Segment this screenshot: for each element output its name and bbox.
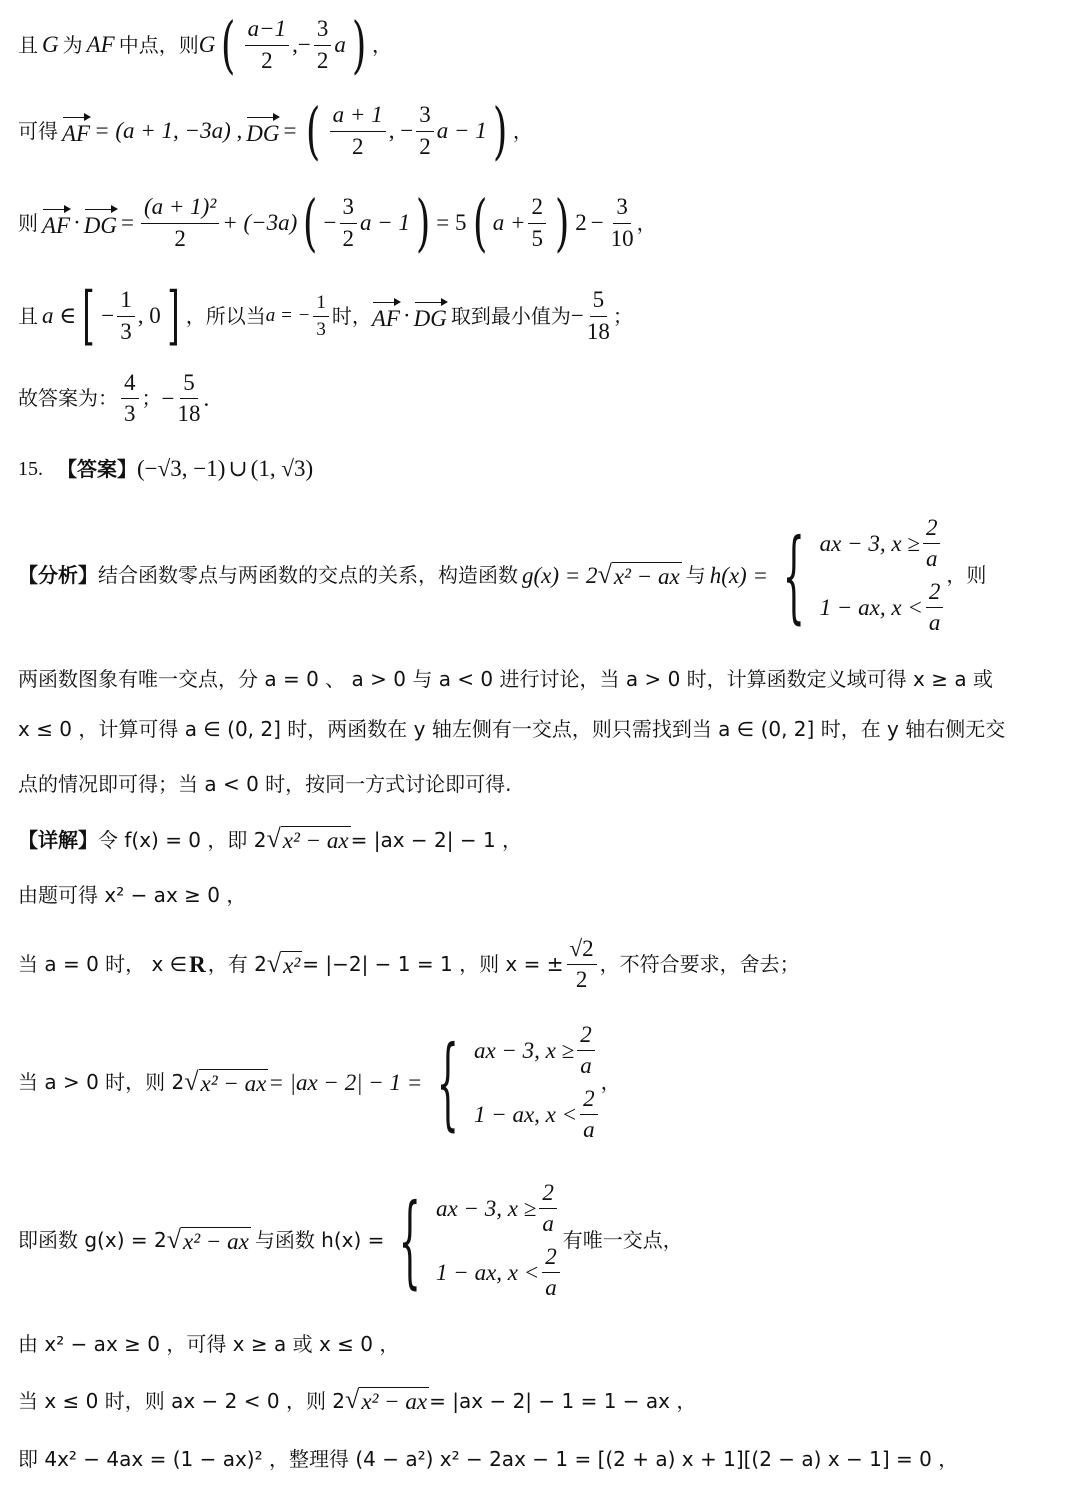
math: = 5 xyxy=(436,209,467,235)
line-2 xyxy=(18,94,1061,167)
text: 时， xyxy=(331,303,372,328)
text: 且 xyxy=(18,32,38,57)
text: 当 a > 0 时，则 2 xyxy=(18,1070,185,1095)
piecewise: ax − 3, x ≥ $\frac{2}{a}$ 1 − ax, x < $\frac{2}{a}$ xyxy=(474,1022,601,1144)
math: a ∈ xyxy=(42,302,77,328)
brace: { xyxy=(436,1023,460,1141)
fraction: $\frac{3}{2}$ xyxy=(314,16,332,74)
paren: ( xyxy=(472,186,487,259)
line-5 xyxy=(18,370,1061,428)
math: + (−3a) xyxy=(222,209,298,235)
math: , − xyxy=(388,117,414,143)
line-16 xyxy=(18,1333,1061,1356)
text: ，则 xyxy=(946,563,987,588)
math: (1, √3) xyxy=(250,456,314,481)
text: ， xyxy=(512,118,533,143)
paren: ) xyxy=(554,186,570,259)
text: ； xyxy=(612,303,633,328)
brace: { xyxy=(399,1181,422,1299)
line-13 xyxy=(18,936,1061,994)
text: 结合函数零点与两函数的交点的关系，构造函数 xyxy=(98,563,518,588)
math: AF xyxy=(86,31,115,57)
text: = |−2| − 1 = 1 ，则 x = ± xyxy=(302,952,564,977)
text: 由 x² − ax ≥ 0 ，可得 x ≥ a 或 x ≤ 0 ， xyxy=(18,1332,400,1356)
text: ， xyxy=(600,1070,621,1095)
math: a xyxy=(334,31,346,57)
math: = (a + 1, −3a) , xyxy=(94,117,243,143)
math: · xyxy=(402,302,411,328)
line-14 xyxy=(18,1022,1061,1144)
math: = xyxy=(283,117,297,143)
math: , 0 xyxy=(137,302,161,328)
bracket: ] xyxy=(166,279,180,353)
fraction: $\frac{3}{2}$ xyxy=(416,102,434,160)
sqrt: √ x² − ax xyxy=(184,1066,267,1096)
text: 可得 xyxy=(18,118,58,143)
line-17 xyxy=(18,1387,1061,1415)
math: g(x) = 2 xyxy=(522,562,598,588)
sqrt: √ x² xyxy=(266,948,301,978)
paren: ( xyxy=(221,8,236,81)
math: h(x) = xyxy=(709,562,768,588)
vector-af: AF xyxy=(42,207,70,239)
text: 令 f(x) = 0 ，即 2 xyxy=(98,827,267,852)
math: a + xyxy=(492,209,526,235)
line-7 xyxy=(18,515,1061,637)
vector-dg: DG xyxy=(84,207,117,239)
math: G xyxy=(42,31,59,57)
math: ∪ xyxy=(228,456,248,481)
math: ,− xyxy=(292,31,311,57)
text: 为 xyxy=(62,32,83,57)
text: ，所以当 xyxy=(185,303,266,328)
text: 当 a = 0 时， x ∈ xyxy=(18,952,188,977)
line-18 xyxy=(18,1448,1061,1471)
line-11 xyxy=(18,826,1061,854)
piecewise: ax − 3, x ≥ $\frac{2}{a}$ 1 − ax, x < $\frac{2}{a}$ xyxy=(436,1180,563,1302)
math: a = − xyxy=(265,305,311,327)
text: 有唯一交点， xyxy=(562,1228,683,1253)
math: R xyxy=(189,951,206,977)
text: 当 x ≤ 0 时，则 ax − 2 < 0 ，则 2 xyxy=(18,1388,346,1413)
vector-af: AF xyxy=(372,300,400,332)
fraction: $\frac{4}{3}$ xyxy=(121,370,139,428)
answer-tag: 【答案】 xyxy=(57,456,137,481)
line-10 xyxy=(18,773,1061,796)
sqrt: √ x² − ax xyxy=(597,559,680,589)
math: − xyxy=(161,385,175,411)
text: 故答案为： xyxy=(18,386,118,411)
line-4 xyxy=(18,279,1061,353)
paren: ( xyxy=(306,94,321,167)
math: . xyxy=(203,385,210,411)
text: 点的情况即可得；当 a < 0 时，按同一方式讨论即可得. xyxy=(18,772,512,796)
line-6 xyxy=(18,456,1061,482)
text: = |ax − 2| − 1 = 1 − ax ， xyxy=(429,1388,697,1413)
fraction: $\frac{\text{(a + 1)²}}{2}$ xyxy=(141,194,219,252)
vector-af: AF xyxy=(62,115,90,147)
line-15 xyxy=(18,1180,1061,1302)
piecewise: ax − 3, x ≥ $\frac{2}{a}$ 1 − ax, x < $\frac{2}{a}$ xyxy=(820,515,947,637)
math: a − 1 xyxy=(436,117,487,143)
vector-dg: DG xyxy=(414,300,447,332)
brace: { xyxy=(782,516,805,634)
text: ，有 2 xyxy=(207,952,267,977)
line-1 xyxy=(18,8,1061,81)
text: x ≤ 0 ，计算可得 a ∈ (0, 2] 时，两函数在 y 轴左侧有一交点，则只需找到当 a ∈ (0, 2] 时，在 y 轴右侧无交 xyxy=(18,717,1006,741)
fraction: $\frac{1}{3}$ xyxy=(117,287,135,345)
text: ，不符合要求，舍去； xyxy=(599,952,800,977)
fraction: $\frac{2}{5}$ xyxy=(528,194,546,252)
sqrt: √ x² − ax xyxy=(166,1224,249,1254)
fraction: $\frac{3}{10}$ xyxy=(610,194,634,251)
paren: ) xyxy=(351,8,367,81)
paren: ) xyxy=(492,94,508,167)
sqrt: √ x² − ax xyxy=(266,824,349,853)
text: 由题可得 x² − ax ≥ 0 ， xyxy=(18,883,247,907)
math: (−√3, −1) xyxy=(137,456,226,481)
vector-dg: DG xyxy=(246,115,279,147)
math: = |ax − 2| − 1 = xyxy=(268,1069,423,1095)
text: 则 xyxy=(18,210,38,235)
fraction: $\frac{5}{18}$ xyxy=(586,287,610,344)
paren: ) xyxy=(415,186,431,259)
line-3 xyxy=(18,186,1061,259)
math: G xyxy=(198,31,216,57)
math: · xyxy=(73,209,81,235)
line-9 xyxy=(18,718,1061,741)
fraction: $\frac{a + 1}{2}$ xyxy=(330,102,386,160)
math: − xyxy=(323,209,337,235)
math: a − 1 xyxy=(360,209,411,235)
math: − xyxy=(101,302,115,328)
math: − xyxy=(570,302,584,328)
fraction: $\frac{a-1}{2}$ xyxy=(245,16,290,74)
fraction: $\frac{5}{18}$ xyxy=(177,370,201,427)
text: ， xyxy=(636,210,657,235)
text: 中点，则 xyxy=(118,32,199,57)
fraction: $\frac{1}{3}$ xyxy=(313,292,329,341)
text: 两函数图象有唯一交点，分 a = 0 、 a > 0 与 a < 0 进行讨论，当 a > 0 时，计算函数定义域可得 x ≥ a 或 xyxy=(18,667,993,691)
text: 与函数 h(x) = xyxy=(254,1228,385,1253)
text: 即 4x² − 4ax = (1 − ax)² ，整理得 (4 − a²) x² − 2ax − 1 = [(2 + a) x + 1][(2 − a) x − 1] = 0 ， xyxy=(18,1447,959,1471)
text: ； xyxy=(141,386,162,411)
text: 且 xyxy=(18,303,38,328)
text: 取到最小值为 xyxy=(450,303,571,328)
text: 即函数 g(x) = 2 xyxy=(18,1228,167,1253)
math: = xyxy=(121,209,134,235)
fraction: $\frac{√2}{2}$ xyxy=(567,936,597,994)
exponent: 2 xyxy=(575,209,587,235)
line-12 xyxy=(18,884,1061,907)
text: 与 xyxy=(685,563,706,588)
analysis-tag: 【分析】 xyxy=(18,563,98,588)
line-8 xyxy=(18,668,1061,691)
question-number: 15. xyxy=(18,457,43,480)
detail-tag: 【详解】 xyxy=(18,827,98,852)
text: ， xyxy=(372,32,393,57)
text: = |ax − 2| − 1 ， xyxy=(350,827,523,852)
bracket: [ xyxy=(82,279,96,353)
math: − xyxy=(590,209,604,235)
fraction: $\frac{3}{2}$ xyxy=(340,194,358,252)
sqrt: √ x² − ax xyxy=(345,1385,428,1414)
paren: ( xyxy=(303,186,318,259)
